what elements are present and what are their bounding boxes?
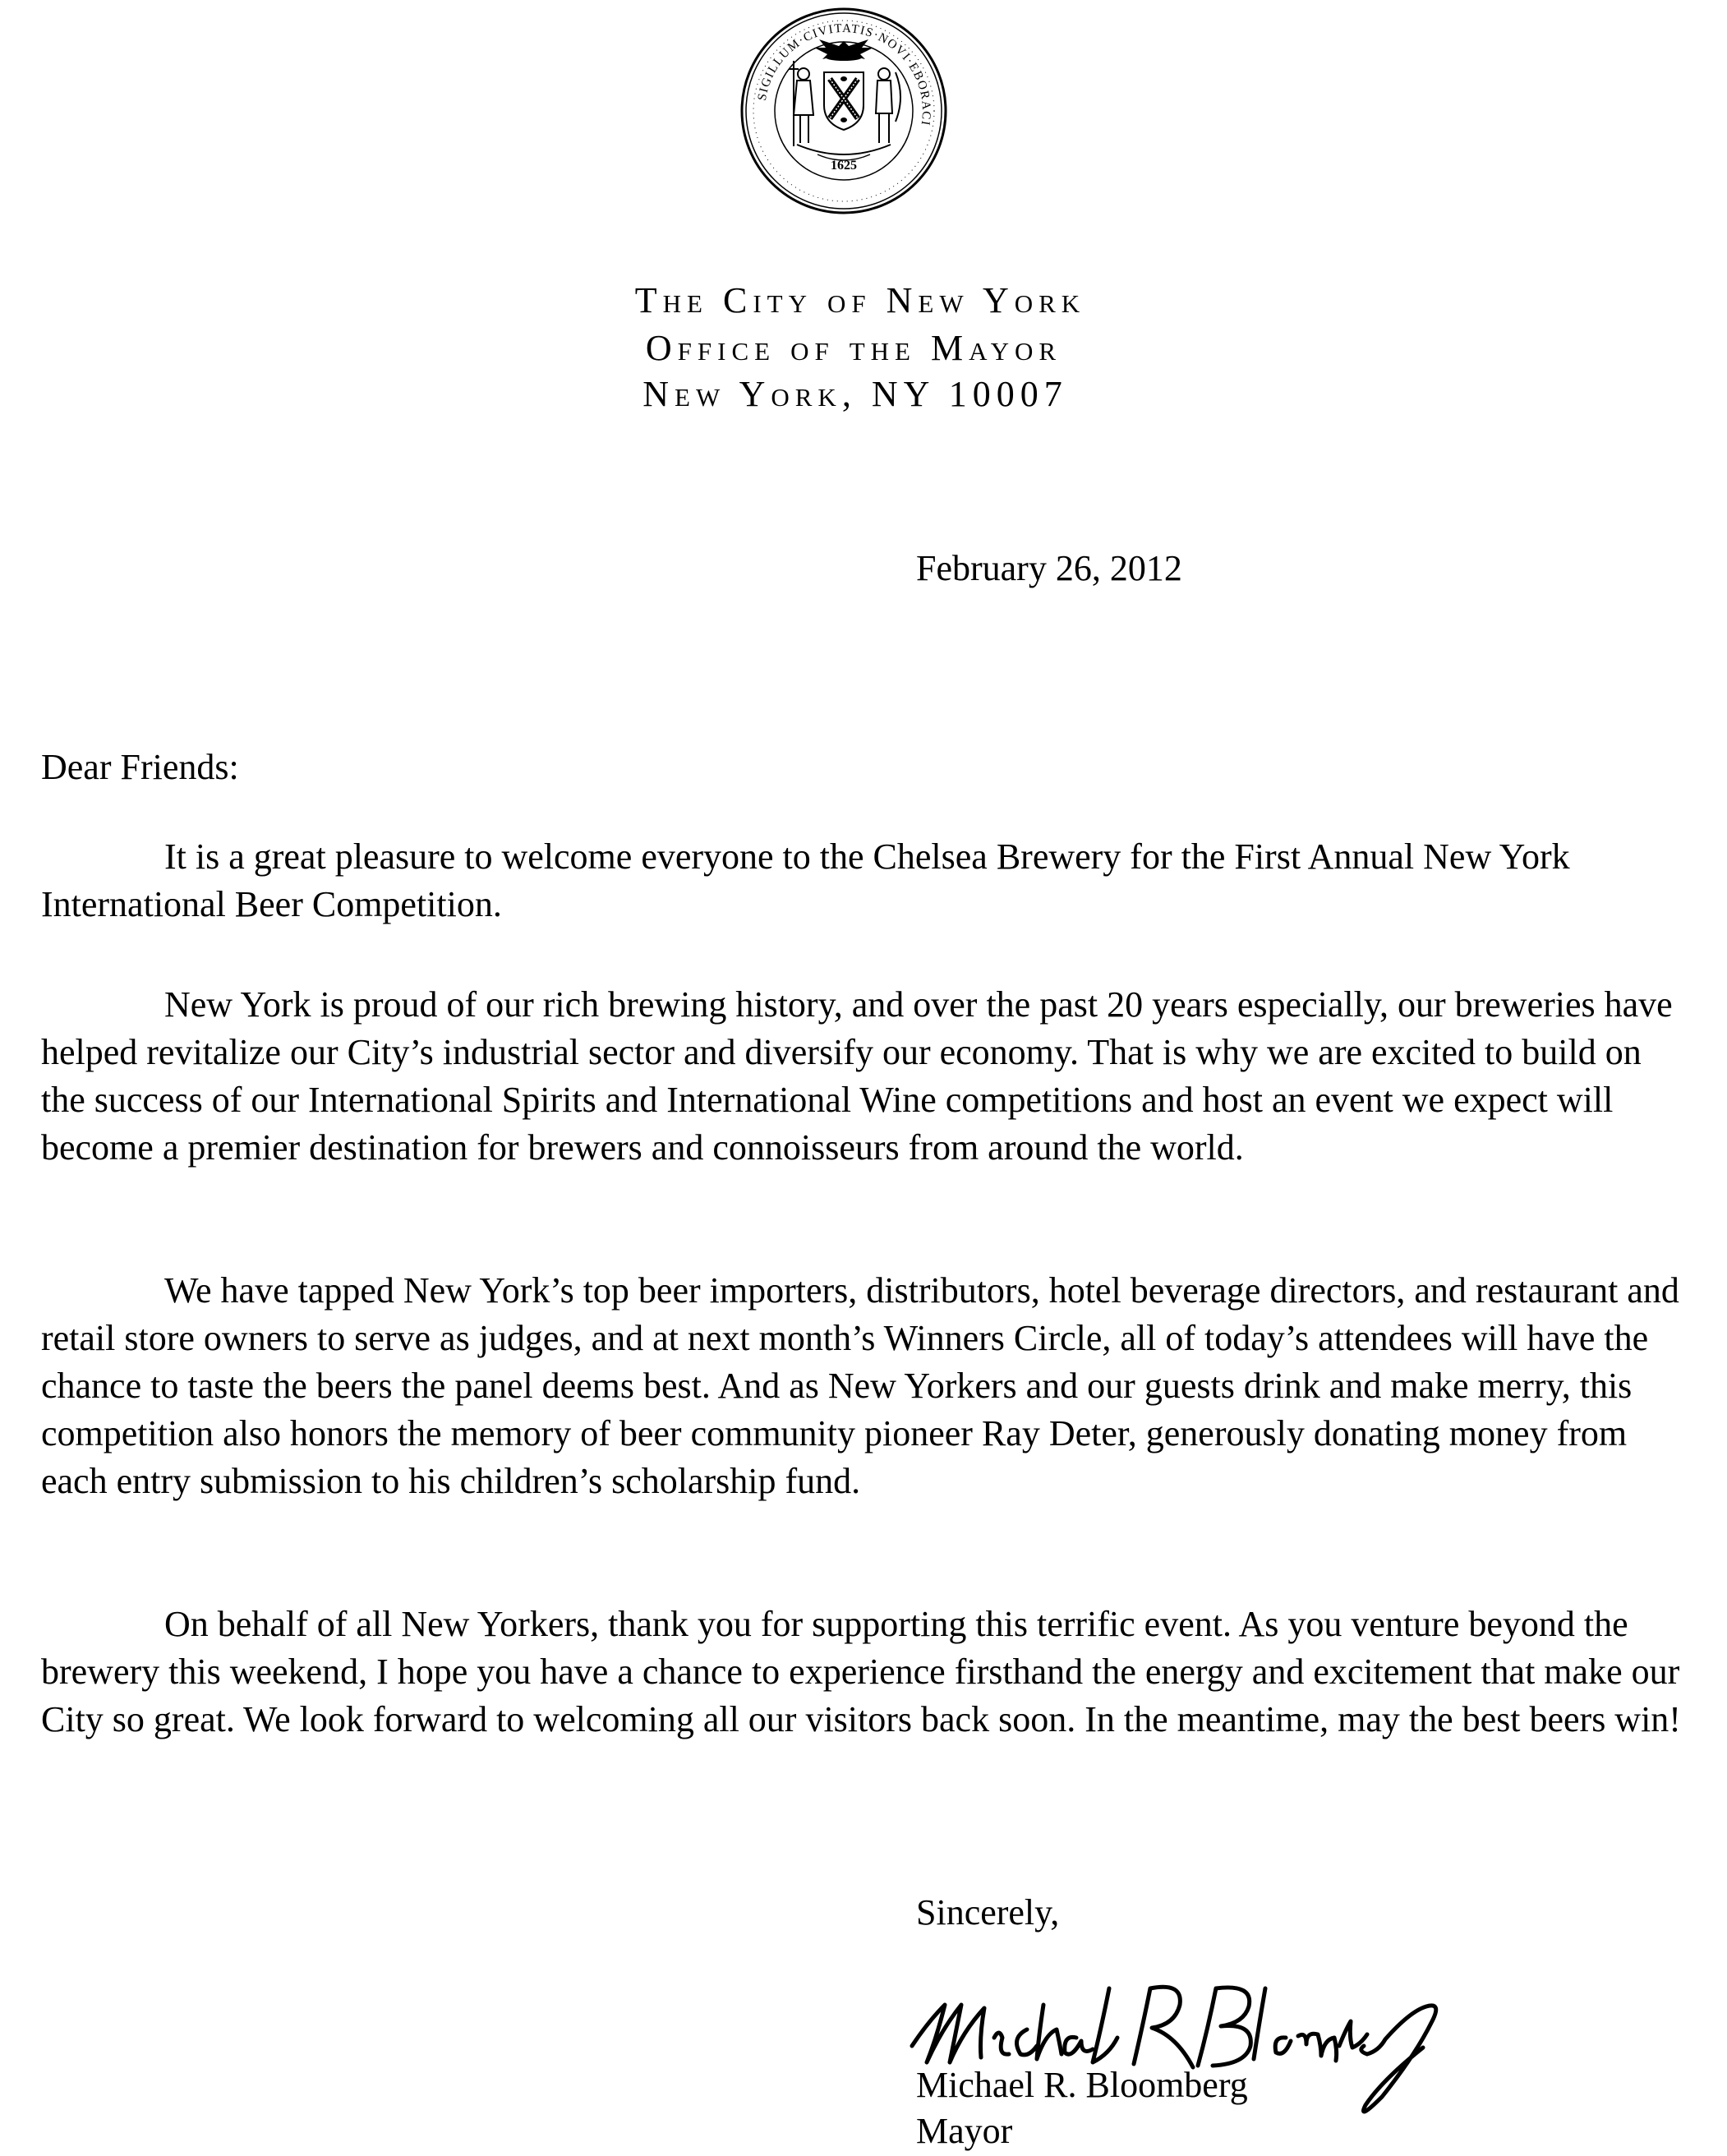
seal-year: 1625	[831, 159, 857, 173]
salutation: Dear Friends:	[41, 747, 239, 787]
body-paragraph: On behalf of all New Yorkers, thank you for supporting this terrific event. As you venture beyond the brewery this weekend, I hope you have a chance to experience firsthand the energy and excitement that make our City so great. We look forward to welcoming all our visitors back soon. In the meantime, may the best beers win!	[41, 1604, 1681, 1739]
letterhead-city: The City of New York	[634, 280, 1086, 320]
seal-motto: SIGILLUM·CIVITATIS·NOVI·EBORACI	[755, 21, 933, 127]
body-paragraph: It is a great pleasure to welcome everyone to the Chelsea Brewery for the First Annual New York International Beer Competition.	[41, 836, 1570, 924]
signer-title: Mayor	[916, 2111, 1013, 2151]
letterhead-address: New York, NY 10007	[642, 374, 1068, 414]
signer-name: Michael R. Bloomberg	[916, 2065, 1248, 2105]
closing: Sincerely,	[916, 1892, 1060, 1933]
letter-date: February 26, 2012	[916, 548, 1182, 588]
city-seal-icon	[739, 7, 948, 215]
body-paragraph: New York is proud of our rich brewing history, and over the past 20 years especially, our breweries have helped revitalize our City’s industrial sector and diversify our economy. That is why we are excited to build on the success of our International Spirits and International Wine competitions and host an event we expect will become a premier destination for brewers and connoisseurs from around the world.	[41, 984, 1673, 1168]
body-paragraph: We have tapped New York’s top beer importers, distributors, hotel beverage directors, and restaurant and retail store owners to serve as judges, and at next month’s Winners Circle, all of today’s attendees will have the chance to taste the beers the panel deems best. And as New Yorkers and our guests drink and make merry, this competition also honors the memory of beer community pioneer Ray Deter, generously donating money from each entry submission to his children’s scholarship fund.	[41, 1270, 1679, 1501]
letterhead-office: Office of the Mayor	[645, 328, 1062, 368]
